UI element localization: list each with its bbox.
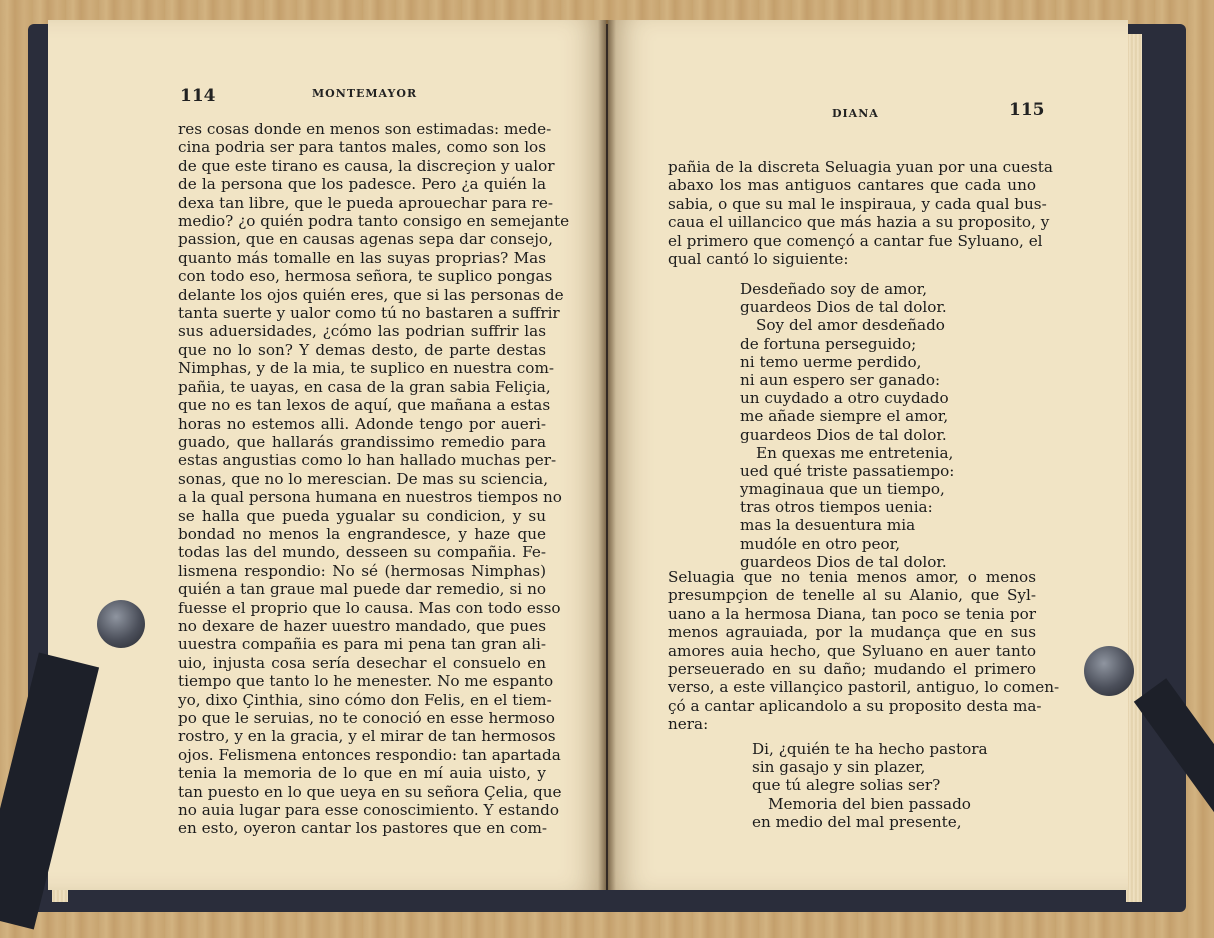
text-line: Nimphas, y de la mia, te suplico en nuestra com- bbox=[178, 359, 554, 378]
text-line: qual cantó lo siguiente: bbox=[668, 250, 849, 269]
text-line: tenia la memoria de lo que en mí auia uisto, y bbox=[178, 764, 546, 783]
text-line: quanto más tomalle en las suyas proprias? Mas bbox=[178, 248, 546, 267]
text-line: en esto, oyeron cantar los pastores que en com- bbox=[178, 819, 548, 838]
text-line: todas las del mundo, desseen su compañia. Fe- bbox=[178, 543, 546, 562]
text-line: medio? ¿o quién podra tanto consigo en semejante bbox=[178, 212, 570, 231]
text-line: fuesse el proprio que lo causa. Mas con todo esso bbox=[178, 598, 561, 617]
text-line: con todo eso, hermosa señora, te suplico pongas bbox=[178, 267, 553, 286]
right-intro-paragraph bbox=[668, 158, 1053, 269]
text-line: guardeos Dios de tal dolor. bbox=[740, 298, 947, 317]
text-line: que tú alegre solias ser? bbox=[752, 776, 941, 795]
text-line: Di, ¿quién te ha hecho pastora bbox=[752, 740, 988, 758]
text-line: Memoria del bien passado bbox=[768, 794, 971, 813]
text-line: cina podria ser para tantos males, como son los bbox=[178, 138, 546, 157]
text-line: presumpçion de tenelle al su Alanio, que Syl- bbox=[668, 586, 1036, 605]
text-line: Seluagia que no tenia menos amor, o menos bbox=[668, 568, 1036, 586]
text-line: tiempo que tanto lo he menester. No me espanto bbox=[178, 672, 554, 691]
text-line: sus aduersidades, ¿cómo las podrian suffrir las bbox=[178, 322, 546, 341]
text-line: horas no estemos alli. Adonde tengo por aueri- bbox=[178, 414, 546, 433]
poem-desdenado bbox=[740, 280, 954, 571]
text-line: uio, injusta cosa sería desechar el consuelo en bbox=[178, 653, 546, 672]
text-line: a la qual persona humana en nuestros tiempos no bbox=[178, 488, 562, 507]
text-line: bondad no menos la engrandesce, y haze que bbox=[178, 524, 546, 543]
text-line: çó a cantar aplicandolo a su proposito desta ma- bbox=[668, 696, 1042, 715]
text-line: rostro, y en la gracia, y el mirar de tan hermosos bbox=[178, 727, 556, 746]
text-line: de que este tirano es causa, la discreçion y ualor bbox=[178, 156, 555, 175]
text-line: no auia lugar para esse conoscimiento. Y estando bbox=[178, 801, 559, 820]
text-line: ni temo uerme perdido, bbox=[740, 352, 922, 371]
text-line: po que le seruias, no te conoció en esse hermoso bbox=[178, 709, 555, 727]
right-page bbox=[608, 20, 1128, 890]
text-line: guardeos Dios de tal dolor. bbox=[740, 425, 947, 444]
running-head-right: DIANA bbox=[832, 107, 879, 120]
text-line: ymaginaua que un tiempo, bbox=[740, 480, 945, 499]
text-line: guado, que hallarás grandissimo remedio para bbox=[178, 432, 546, 451]
text-line: passion, que en causas agenas sepa dar consejo, bbox=[178, 230, 553, 249]
text-line: que no lo son? Y demas desto, de parte destas bbox=[178, 340, 546, 359]
text-line: se halla que pueda ygualar su condicion, y su bbox=[178, 506, 546, 525]
right-second-paragraph bbox=[668, 568, 1060, 734]
text-line: de la persona que los padesce. Pero ¿a quién la bbox=[178, 175, 546, 194]
text-line: ued qué triste passatiempo: bbox=[740, 461, 955, 480]
text-line: nera: bbox=[668, 715, 709, 734]
text-line: ojos. Felismena entonces respondio: tan apartada bbox=[178, 745, 561, 764]
page-number-left: 114 bbox=[180, 86, 216, 106]
text-line: el primero que començó a cantar fue Syluano, el bbox=[668, 231, 1043, 250]
text-line: dexa tan libre, que le pueda aprouechar para re- bbox=[178, 193, 554, 212]
page-clip-left bbox=[97, 600, 145, 648]
text-line: abaxo los mas antiguos cantares que cada uno bbox=[668, 176, 1036, 195]
text-line: pañia, te uayas, en casa de la gran sabia Feliçia, bbox=[178, 377, 551, 396]
text-line: verso, a este villançico pastoril, antiguo, lo comen- bbox=[668, 678, 1060, 697]
text-line: lismena respondio: No sé (hermosas Nimphas) bbox=[178, 561, 546, 580]
text-line: tras otros tiempos uenia: bbox=[740, 498, 933, 517]
text-line: En quexas me entretenia, bbox=[756, 443, 954, 462]
text-line: res cosas donde en menos son estimadas: mede- bbox=[178, 120, 552, 138]
text-line: me añade siempre el amor, bbox=[740, 407, 949, 426]
text-line: quién a tan graue mal puede dar remedio, si no bbox=[178, 580, 546, 599]
text-line: uano a la hermosa Diana, tan poco se tenia por bbox=[668, 604, 1036, 623]
left-page bbox=[48, 20, 606, 890]
running-head-left: MONTEMAYOR bbox=[312, 87, 418, 100]
text-line: no dexare de hazer uuestro mandado, que pues bbox=[178, 616, 546, 635]
text-line: ni aun espero ser ganado: bbox=[740, 370, 941, 389]
poem-pastora bbox=[752, 740, 988, 831]
text-line: mudóle en otro peor, bbox=[740, 534, 901, 553]
page-block-edge-right bbox=[1126, 34, 1142, 902]
text-line: sabia, o que su mal le inspiraua, y cada qual bus- bbox=[668, 194, 1047, 213]
text-line: de fortuna perseguido; bbox=[740, 334, 917, 353]
text-line: uuestra compañia es para mi pena tan gran ali- bbox=[178, 635, 546, 654]
text-line: menos agrauiada, por la mudança que en sus bbox=[668, 623, 1036, 642]
text-line: tanta suerte y ualor como tú no bastaren a suffrir bbox=[178, 304, 560, 323]
text-line: tan puesto en lo que ueya en su señora Çelia, que bbox=[178, 782, 562, 801]
text-line: amores auia hecho, que Syluano en auer tanto bbox=[668, 641, 1036, 660]
page-clip-right bbox=[1084, 646, 1134, 696]
text-line: sonas, que no lo merescian. De mas su sciencia, bbox=[178, 469, 549, 488]
text-line: que no es tan lexos de aquí, que mañana a estas bbox=[178, 396, 551, 415]
text-line: perseuerado en su daño; mudando el primero bbox=[668, 660, 1036, 679]
text-line: sin gasajo y sin plazer, bbox=[752, 758, 926, 777]
text-line: Soy del amor desdeñado bbox=[756, 316, 945, 335]
text-line: Desdeñado soy de amor, bbox=[740, 280, 928, 298]
text-line: guardeos Dios de tal dolor. bbox=[740, 552, 947, 571]
text-line: delante los ojos quién eres, que si las personas de bbox=[178, 285, 564, 304]
text-line: pañia de la discreta Seluagia yuan por una cuesta bbox=[668, 158, 1053, 176]
text-line: caua el uillancico que más hazia a su proposito, y bbox=[668, 213, 1050, 232]
text-line: estas angustias como lo han hallado muchas per- bbox=[178, 451, 557, 470]
text-line: yo, dixo Çinthia, sino cómo don Felis, en el tiem- bbox=[178, 690, 552, 709]
text-line: un cuydado a otro cuydado bbox=[740, 389, 949, 408]
text-line: mas la desuentura mia bbox=[740, 516, 916, 535]
book-gutter bbox=[598, 20, 616, 890]
text-line: en medio del mal presente, bbox=[752, 812, 962, 831]
page-number-right: 115 bbox=[1009, 100, 1045, 120]
left-page-text bbox=[178, 120, 570, 838]
